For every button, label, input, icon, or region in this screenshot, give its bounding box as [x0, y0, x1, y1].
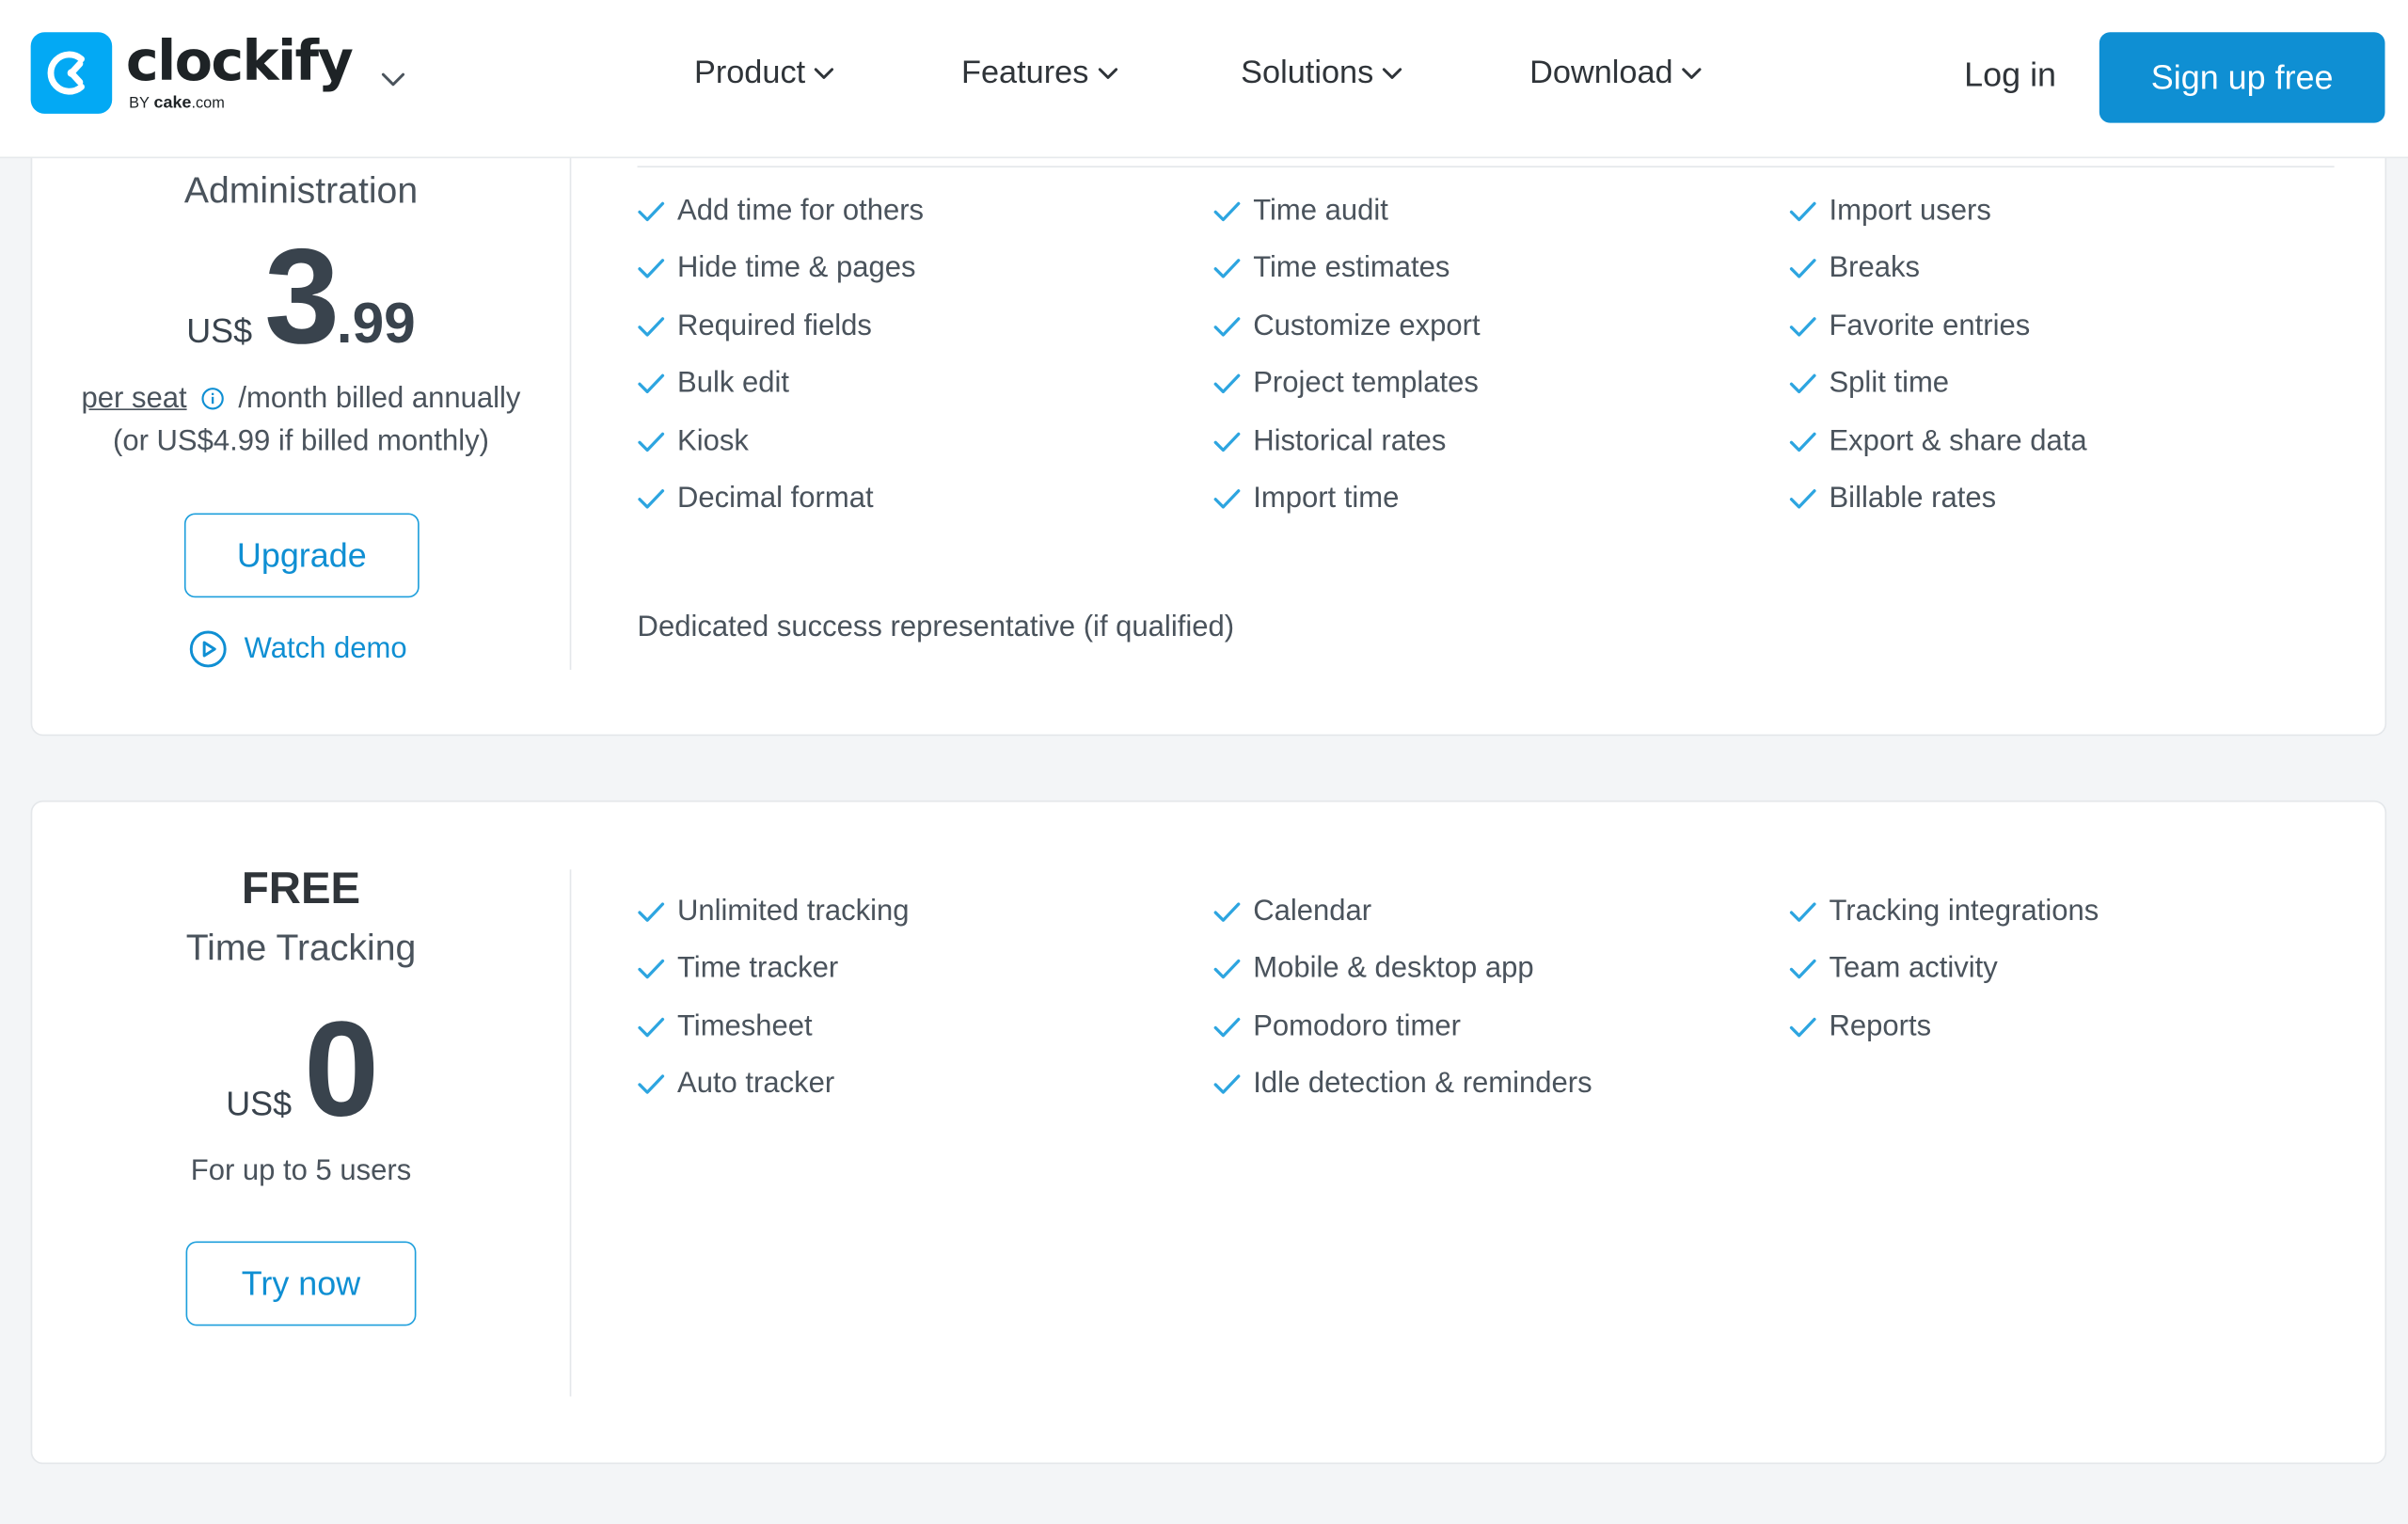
- clockify-logo[interactable]: [31, 32, 353, 114]
- feature-column-2: [1213, 183, 1481, 528]
- play-circle-icon: [189, 630, 228, 669]
- feature-column-1: [638, 883, 910, 1114]
- check-icon: [638, 901, 665, 923]
- feature-item: Favorite entries: [1789, 298, 2087, 356]
- clockify-logo-icon: [31, 32, 113, 114]
- chevron-down-icon: [1682, 68, 1702, 80]
- check-icon: [638, 201, 665, 223]
- upgrade-button[interactable]: Upgrade: [184, 513, 420, 597]
- check-icon: [1789, 959, 1816, 980]
- feature-item: Mobile & desktop app: [1213, 941, 1592, 998]
- plan-free-summary: [32, 865, 569, 1192]
- feature-item: Team activity: [1789, 941, 2099, 998]
- feature-item: Kiosk: [638, 413, 925, 470]
- logo-wordmark: clockify: [125, 30, 353, 94]
- check-icon: [1213, 1074, 1241, 1096]
- feature-item: Decimal format: [638, 471, 925, 529]
- per-seat-link[interactable]: per seat: [81, 382, 187, 415]
- check-icon: [638, 316, 665, 338]
- try-now-button[interactable]: Try now: [186, 1242, 417, 1326]
- chevron-down-icon: [815, 68, 834, 80]
- check-icon: [1789, 901, 1816, 923]
- check-icon: [1213, 1017, 1241, 1039]
- feature-item: Time estimates: [1213, 241, 1481, 298]
- check-icon: [1213, 316, 1241, 338]
- nav-features-label: Features: [961, 55, 1089, 91]
- plan-basic-price: [32, 219, 569, 373]
- signup-button[interactable]: Sign up free: [2099, 32, 2385, 122]
- feature-column-3: [1789, 883, 2099, 1056]
- check-icon: [638, 1017, 665, 1039]
- check-icon: [638, 959, 665, 980]
- users-note: For up to 5 users: [190, 1155, 412, 1188]
- site-header: [0, 0, 2408, 157]
- check-icon: [1213, 489, 1241, 511]
- check-icon: [1213, 259, 1241, 280]
- chevron-down-icon: [1098, 68, 1117, 80]
- feature-item: Import users: [1789, 183, 2087, 240]
- plan-free-name: FREE: [241, 865, 361, 914]
- check-icon: [1213, 959, 1241, 980]
- nav-product-label: Product: [693, 55, 806, 91]
- price-decimal: .99: [336, 292, 416, 356]
- price-currency: US$: [186, 311, 253, 351]
- card-divider: [570, 869, 572, 1396]
- watch-demo-label: Watch demo: [244, 632, 407, 665]
- feature-item: Idle detection & reminders: [1213, 1056, 1592, 1114]
- plan-basic-subtitle: Administration: [183, 170, 419, 213]
- feature-item: Calendar: [1213, 883, 1592, 941]
- nav-download-label: Download: [1529, 55, 1673, 91]
- logo-byline: BY cake.com: [129, 93, 225, 113]
- feature-item: Import time: [1213, 471, 1481, 529]
- section-separator: [638, 166, 2335, 167]
- check-icon: [1789, 316, 1816, 338]
- card-divider: [570, 140, 572, 670]
- check-icon: [638, 373, 665, 395]
- chevron-down-icon: [1383, 68, 1402, 80]
- login-link[interactable]: Log in: [1964, 55, 2057, 94]
- check-icon: [1213, 201, 1241, 223]
- info-icon[interactable]: [201, 383, 224, 422]
- plan-free-subtitle: Time Tracking: [185, 928, 417, 970]
- check-icon: [638, 489, 665, 511]
- feature-item: Split time: [1789, 356, 2087, 413]
- feature-item: Customize export: [1213, 298, 1481, 356]
- check-icon: [1789, 1017, 1816, 1039]
- feature-item: Required fields: [638, 298, 925, 356]
- feature-item: Project templates: [1213, 356, 1481, 413]
- feature-item: Unlimited tracking: [638, 883, 910, 941]
- check-icon: [1213, 901, 1241, 923]
- feature-item: Historical rates: [1213, 413, 1481, 470]
- plan-free-price: [32, 992, 569, 1145]
- feature-item: Breaks: [1789, 241, 2087, 298]
- feature-item: Tracking integrations: [1789, 883, 2099, 941]
- check-icon: [1789, 373, 1816, 395]
- nav-product[interactable]: [694, 56, 834, 92]
- feature-item: Billable rates: [1789, 471, 2087, 529]
- check-icon: [1213, 373, 1241, 395]
- monthly-note: (or US$4.99 if billed monthly): [112, 425, 489, 458]
- nav-features[interactable]: [961, 56, 1117, 92]
- feature-item: Pomodoro timer: [1213, 998, 1592, 1056]
- check-icon: [638, 431, 665, 452]
- feature-column-1: [638, 183, 925, 528]
- feature-item: Reports: [1789, 998, 2099, 1056]
- check-icon: [1789, 489, 1816, 511]
- check-icon: [1789, 431, 1816, 452]
- nav-solutions[interactable]: [1241, 56, 1402, 92]
- plan-card-basic: [31, 61, 2386, 736]
- check-icon: [1213, 431, 1241, 452]
- feature-item: Time tracker: [638, 941, 910, 998]
- plan-card-free: [31, 801, 2386, 1464]
- feature-column-3: [1789, 183, 2087, 528]
- billing-line: [32, 379, 569, 422]
- check-icon: [1789, 259, 1816, 280]
- feature-item: Time audit: [1213, 183, 1481, 240]
- price-currency: US$: [226, 1084, 293, 1123]
- logo-text: [126, 32, 352, 114]
- feature-column-2: [1213, 883, 1592, 1114]
- nav-download[interactable]: [1529, 56, 1703, 92]
- check-icon: [638, 259, 665, 280]
- price-integer: 3: [264, 219, 337, 373]
- check-icon: [638, 1074, 665, 1096]
- chevron-down-icon[interactable]: [381, 68, 405, 95]
- nav-solutions-label: Solutions: [1241, 55, 1374, 91]
- feature-item: Timesheet: [638, 998, 910, 1056]
- feature-item: Hide time & pages: [638, 241, 925, 298]
- price-integer: 0: [304, 992, 376, 1145]
- billing-period: /month billed annually: [238, 382, 521, 415]
- feature-item: Export & share data: [1789, 413, 2087, 470]
- plan-basic-summary: [32, 170, 569, 462]
- feature-item: Add time for others: [638, 183, 925, 240]
- feature-item: Auto tracker: [638, 1056, 910, 1114]
- feature-item: Bulk edit: [638, 356, 925, 413]
- check-icon: [1789, 201, 1816, 223]
- watch-demo-link[interactable]: [189, 630, 407, 669]
- dedicated-rep-note: Dedicated success representative (if qualified): [637, 611, 1235, 644]
